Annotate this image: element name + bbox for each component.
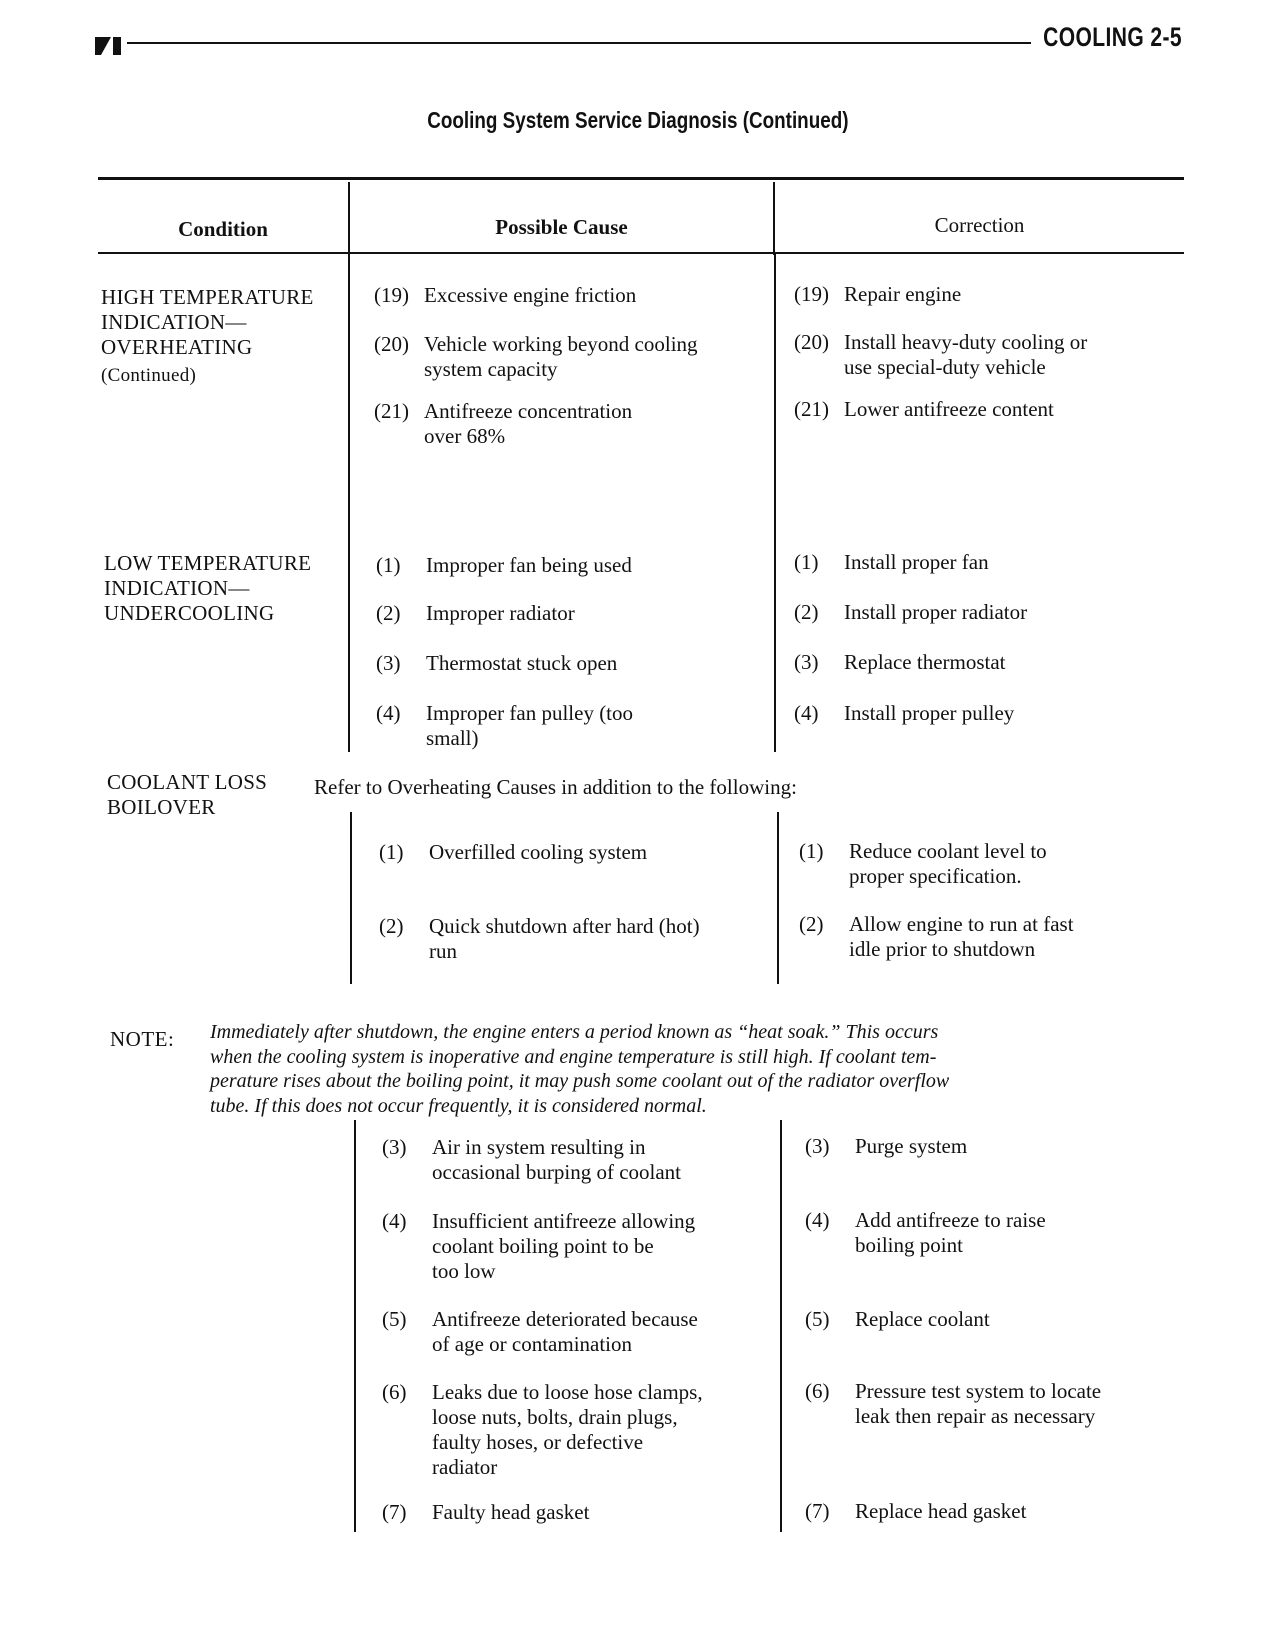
correction-item: (3) Replace thermostat (794, 650, 1006, 674)
correction-item: (1) Reduce coolant level to proper specification. (799, 839, 1047, 888)
condition-high-temperature (101, 285, 314, 388)
condition-line: LOW TEMPERATURE (104, 551, 312, 575)
condition-line: COOLANT LOSS (107, 770, 268, 794)
correction-item: (21) Lower antifreeze content (794, 397, 1054, 421)
correction-item: (4) Add antifreeze to raise boiling point (805, 1208, 1046, 1257)
cause-item: (19) Excessive engine friction (374, 283, 637, 307)
col-divider-2-body (774, 253, 776, 752)
table-top-rule (98, 177, 1184, 180)
condition-line: INDICATION— (101, 310, 247, 334)
cause-item: (4) Insufficient antifreeze allowing coolant boiling point to be too low (382, 1209, 696, 1283)
brand-logo-icon (95, 37, 123, 55)
cause-item: (4) Improper fan pulley (too small) (376, 701, 634, 750)
cause-item: (5) Antifreeze deteriorated because of age or contamination (382, 1307, 698, 1356)
section-label: COOLING 2-5 (1043, 22, 1182, 52)
condition-line: HIGH TEMPERATURE (101, 285, 314, 309)
condition-low-temperature (104, 551, 311, 626)
col-divider-1-cont (354, 1120, 356, 1532)
col-header-condition: Condition (178, 217, 268, 241)
correction-item: (6) Pressure test system to locate leak then repair as necessary (805, 1379, 1102, 1428)
note-text: Immediately after shutdown, the engine enters a period known as “heat soak.” This occurs when the cooling system is inoperative and engine temperature is still high. If coolant tem- perature rises about the boiling point, it may push some coolant out of the radiator overflow tube. If this does not occur frequently, it is considered normal. (210, 1021, 950, 1117)
cause-item: (7) Faulty head gasket (382, 1500, 590, 1524)
correction-item: (4) Install proper pulley (794, 701, 1015, 725)
cause-item: (1) Improper fan being used (376, 553, 632, 577)
refer-note: Refer to Overheating Causes in addition to the following: (314, 775, 797, 799)
condition-line: UNDERCOOLING (104, 601, 275, 625)
correction-item: (7) Replace head gasket (805, 1499, 1027, 1523)
cause-item: (2) Quick shutdown after hard (hot) run (379, 914, 700, 963)
cause-item: (1) Overfilled cooling system (379, 840, 648, 864)
condition-coolant-loss (107, 770, 267, 820)
cause-item: (3) Thermostat stuck open (376, 651, 618, 675)
col-header-correction: Correction (934, 213, 1025, 237)
header-rule (127, 42, 1031, 44)
cause-item: (6) Leaks due to loose hose clamps, loose nuts, bolts, drain plugs, faulty hoses, or defective radiator (382, 1380, 703, 1479)
cause-item: (2) Improper radiator (376, 601, 575, 625)
col-divider-2-cont (780, 1120, 782, 1532)
correction-item: (5) Replace coolant (805, 1307, 990, 1331)
col-divider-1-body (348, 253, 350, 752)
correction-item: (1) Install proper fan (794, 550, 989, 574)
page-title: Cooling System Service Diagnosis (Continued) (426, 107, 849, 133)
col-header-cause: Possible Cause (495, 215, 628, 239)
condition-line: INDICATION— (104, 576, 250, 600)
col-divider-2-boilover (777, 812, 779, 984)
correction-item: (20) Install heavy-duty cooling or use special-duty vehicle (794, 330, 1088, 379)
condition-line: OVERHEATING (101, 335, 253, 359)
note-label: NOTE: (110, 1027, 175, 1051)
condition-line: BOILOVER (107, 795, 216, 819)
cause-item: (21) Antifreeze concentration over 68% (374, 399, 633, 448)
correction-item: (19) Repair engine (794, 282, 962, 306)
col-divider-1-boilover (350, 812, 352, 984)
cause-item: (3) Air in system resulting in occasional burping of coolant (382, 1135, 682, 1184)
cause-item: (20) Vehicle working beyond cooling system capacity (374, 332, 698, 381)
correction-item: (3) Purge system (805, 1134, 968, 1158)
table-head-rule (98, 252, 1184, 254)
correction-item: (2) Install proper radiator (794, 600, 1028, 624)
correction-item: (2) Allow engine to run at fast idle prior to shutdown (799, 912, 1074, 961)
continued-label: (Continued) (101, 365, 197, 386)
